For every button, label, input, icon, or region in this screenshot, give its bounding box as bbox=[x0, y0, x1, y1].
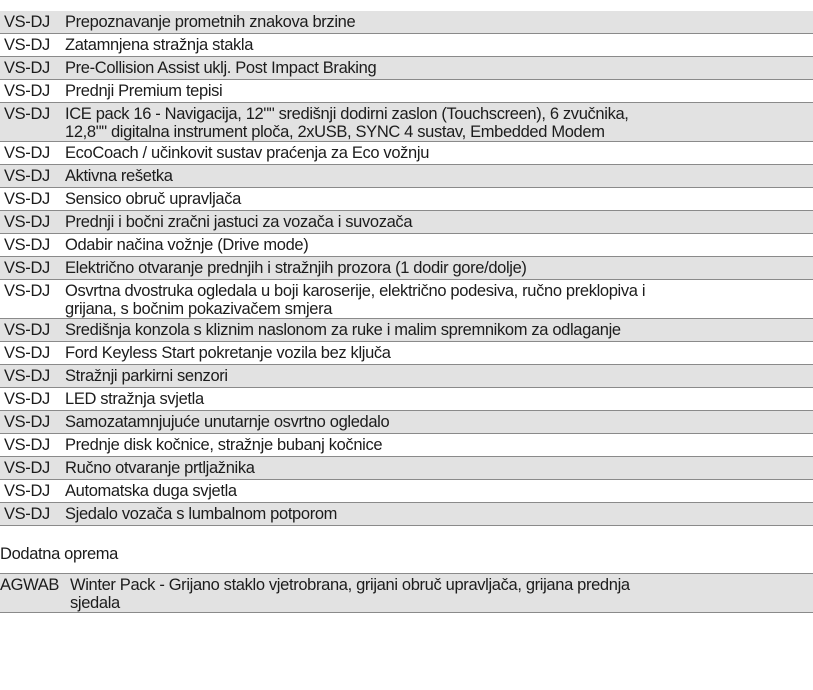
option-code: VS-DJ bbox=[4, 213, 50, 231]
option-description: Prepoznavanje prometnih znakova brzine bbox=[65, 13, 356, 31]
table-row bbox=[0, 342, 813, 365]
option-description: Zatamnjena stražnja stakla bbox=[65, 36, 254, 54]
option-code: VS-DJ bbox=[4, 390, 50, 408]
option-description: Prednji Premium tepisi bbox=[65, 82, 223, 100]
table-row bbox=[0, 11, 813, 34]
option-code: VS-DJ bbox=[4, 367, 50, 385]
table-row bbox=[0, 388, 813, 411]
table-row bbox=[0, 365, 813, 388]
table-row bbox=[0, 57, 813, 80]
option-description: Sensico obruč upravljača bbox=[65, 190, 241, 208]
option-code: VS-DJ bbox=[4, 190, 50, 208]
option-description: LED stražnja svjetla bbox=[65, 390, 204, 408]
option-code: VS-DJ bbox=[4, 459, 50, 477]
table-row bbox=[0, 280, 813, 319]
table-row bbox=[0, 434, 813, 457]
option-description-line: sjedala bbox=[70, 594, 120, 612]
option-description: Stražnji parkirni senzori bbox=[65, 367, 228, 385]
option-code: VS-DJ bbox=[4, 482, 50, 500]
table-row bbox=[0, 319, 813, 342]
option-code: VS-DJ bbox=[4, 59, 50, 77]
option-code: VS-DJ bbox=[4, 36, 50, 54]
option-description: Ford Keyless Start pokretanje vozila bez ključa bbox=[65, 344, 391, 362]
option-code: VS-DJ bbox=[4, 436, 50, 454]
option-code: VS-DJ bbox=[4, 259, 50, 277]
option-code: VS-DJ bbox=[4, 505, 50, 523]
option-description: Sjedalo vozača s lumbalnom potporom bbox=[65, 505, 338, 523]
table-row bbox=[0, 80, 813, 103]
table-row bbox=[0, 142, 813, 165]
option-description: Prednje disk kočnice, stražnje bubanj kočnice bbox=[65, 436, 383, 454]
option-description: Samozatamnjujuće unutarnje osvrtno ogledalo bbox=[65, 413, 390, 431]
option-description: Odabir načina vožnje (Drive mode) bbox=[65, 236, 309, 254]
option-description: Osvrtna dvostruka ogledala u boji karoserije, električno podesiva, ručno preklopiva i grijana, s bočnim pokazivačem smjera bbox=[65, 282, 646, 318]
table-row bbox=[0, 234, 813, 257]
equipment-document bbox=[0, 11, 813, 613]
table-row bbox=[0, 211, 813, 234]
option-code: VS-DJ bbox=[4, 236, 50, 254]
option-description: Aktivna rešetka bbox=[65, 167, 173, 185]
option-description-line: Winter Pack - Grijano staklo vjetrobrana, grijani obruč upravljača, grijana prednja bbox=[70, 576, 630, 594]
option-description: Automatska duga svjetla bbox=[65, 482, 237, 500]
option-description: Prednji i bočni zračni jastuci za vozača i suvozača bbox=[65, 213, 413, 231]
option-code: VS-DJ bbox=[4, 321, 50, 339]
option-code: VS-DJ bbox=[4, 344, 50, 362]
table-row bbox=[0, 165, 813, 188]
option-code: VS-DJ bbox=[4, 282, 50, 300]
option-code: VS-DJ bbox=[4, 105, 50, 123]
option-description: ICE pack 16 - Navigacija, 12"" središnji dodirni zaslon (Touchscreen), 6 zvučnika, 12,8"" digitalna instrument ploča, 2xUSB, SYNC 4 sustav, Embedded Modem bbox=[65, 105, 629, 141]
table-row bbox=[0, 188, 813, 211]
option-code: VS-DJ bbox=[4, 144, 50, 162]
option-description: Električno otvaranje prednjih i stražnjih prozora (1 dodir gore/dolje) bbox=[65, 259, 527, 277]
option-description: Pre-Collision Assist uklj. Post Impact Braking bbox=[65, 59, 377, 77]
option-code: VS-DJ bbox=[4, 413, 50, 431]
option-description: Ručno otvaranje prtljažnika bbox=[65, 459, 255, 477]
option-description bbox=[70, 576, 813, 612]
option-description: Središnja konzola s kliznim naslonom za ruke i malim spremnikom za odlaganje bbox=[65, 321, 621, 339]
table-row bbox=[0, 103, 813, 142]
option-description: EcoCoach / učinkovit sustav praćenja za Eco vožnju bbox=[65, 144, 430, 162]
standard-equipment-table bbox=[0, 11, 813, 526]
section-title-optional-equipment: Dodatna oprema bbox=[0, 545, 119, 563]
table-row bbox=[0, 573, 813, 613]
table-row bbox=[0, 457, 813, 480]
table-row bbox=[0, 480, 813, 503]
option-code: VS-DJ bbox=[4, 82, 50, 100]
table-row bbox=[0, 411, 813, 434]
option-code: VS-DJ bbox=[4, 13, 50, 31]
table-row bbox=[0, 503, 813, 526]
option-code: AGWAB bbox=[0, 576, 60, 594]
table-row bbox=[0, 257, 813, 280]
option-code: VS-DJ bbox=[4, 167, 50, 185]
table-row bbox=[0, 34, 813, 57]
optional-equipment-table bbox=[0, 573, 813, 613]
